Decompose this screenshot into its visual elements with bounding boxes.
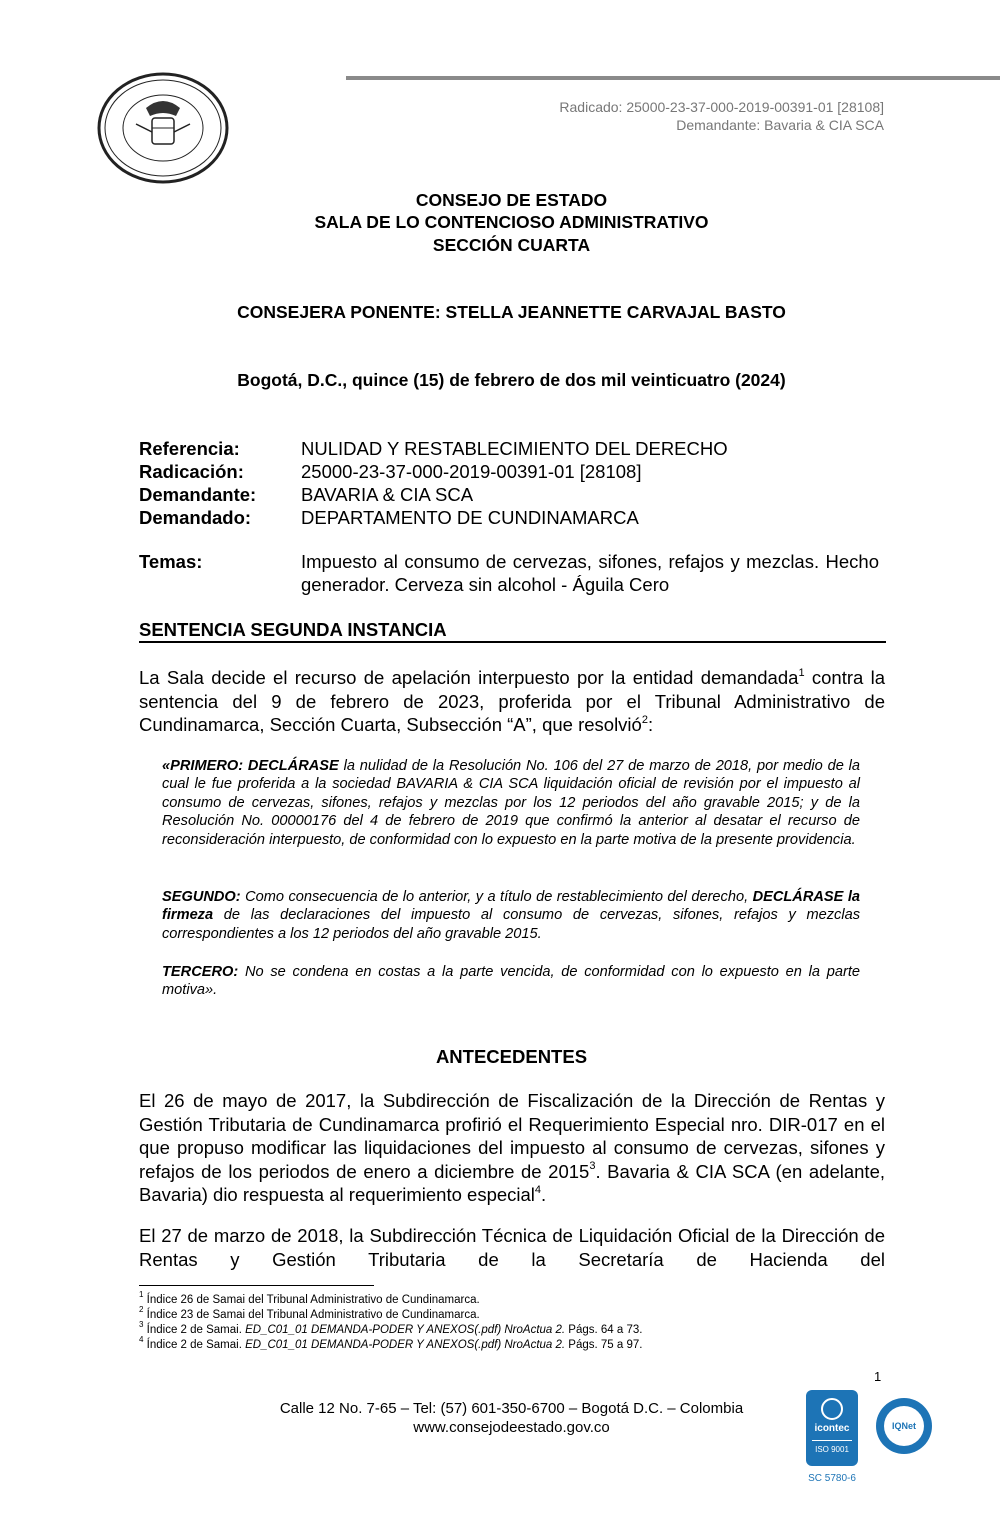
footnote-number: 4 — [139, 1335, 144, 1345]
footnote-text: Índice 26 de Samai del Tribunal Administrativo de Cundinamarca. — [143, 1294, 480, 1306]
sc-certificate: SC 5780-6 — [808, 1473, 856, 1484]
para-text: . — [541, 1184, 547, 1205]
footnote-number: 1 — [139, 1290, 144, 1300]
temas-key: Temas: — [139, 551, 203, 572]
quote-lead: «PRIMERO: DECLÁRASE — [162, 758, 339, 774]
antecedentes-heading: ANTECEDENTES — [435, 1046, 588, 1067]
intro-paragraph — [139, 666, 885, 737]
intro-text: : — [647, 714, 654, 735]
sentencia-heading — [139, 619, 886, 643]
ref-key: Demandante: — [139, 484, 257, 505]
sentencia-heading-text: SENTENCIA SEGUNDA INSTANCIA — [139, 619, 447, 640]
ref-key: Demandado: — [139, 507, 252, 528]
footnote-number: 2 — [139, 1305, 144, 1315]
intro-text: La Sala decide el recurso de apelación interpuesto por la entidad demandada — [139, 667, 799, 688]
footnote-ref[interactable]: 3 — [589, 1160, 596, 1173]
icontec-label: icontec — [814, 1423, 850, 1434]
para-text: El 26 de mayo de 2017, la Subdirección de Fiscalización de la Dirección de Rentas y Gestión Tributaria de Cundinamarca profirió el Requerimiento Especial nro. DIR-017 en el que propuso modificar las liquidaciones del impuesto al consumo de cervezas, sifones y refajos de los periodos de enero a diciembre de 2015 — [139, 1090, 885, 1182]
footnote-1 — [139, 1290, 480, 1308]
quote-text: la nulidad de la Resolución No. 106 del 27 de marzo de 2018, por medio de la cual le fue proferida a la sociedad BAVARIA & CIA SCA liquidación oficial de revisión por el impuesto al consumo de cervezas, sifones, refajos y mezclas por los 12 periodos del año gravable 2015; y de la Resolución No. 00000176 del 4 de febrero de 2019 que confirmó la anterior al desatar el recurso de reconsideración interpuesto, de conformidad con lo expuesto en la parte motiva de la presente providencia. — [162, 758, 861, 848]
icontec-icon — [821, 1398, 843, 1420]
ref-key: Radicación: — [139, 461, 244, 482]
quote-primero — [162, 757, 860, 849]
footnote-separator — [139, 1285, 374, 1286]
ref-value: NULIDAD Y RESTABLECIMIENTO DEL DERECHO — [301, 438, 728, 459]
header-rule — [346, 76, 1000, 80]
footnote-text: Índice 23 de Samai del Tribunal Administrativo de Cundinamarca. — [143, 1309, 480, 1321]
quote-text: de las declaraciones del impuesto al consumo de cervezas, sifones, refajos y mezclas correspondientes a los 12 periodos del año gravable 2015. — [162, 907, 860, 942]
quote-text: Como consecuencia de lo anterior, y a título de restablecimiento del derecho, — [240, 889, 753, 905]
footnote-number: 3 — [139, 1320, 144, 1330]
page-number: 1 — [874, 1369, 882, 1384]
footnote-ref[interactable]: 1 — [798, 666, 805, 679]
court-chamber: SALA DE LO CONTENCIOSO ADMINISTRATIVO — [314, 212, 709, 232]
quote-lead: TERCERO: — [162, 964, 239, 980]
consejo-de-estado-seal — [96, 72, 230, 184]
antecedentes-paragraph-2: El 27 de marzo de 2018, la Subdirección Técnica de Liquidación Oficial de la Dirección de Rentas y Gestión Tributaria de la Secretaría de Hacienda del — [139, 1225, 885, 1270]
footnote-2 — [139, 1305, 480, 1323]
court-name: CONSEJO DE ESTADO — [415, 190, 608, 210]
quote-segundo — [162, 888, 860, 943]
ponente: CONSEJERA PONENTE: STELLA JEANNETTE CARVAJAL BASTO — [237, 302, 786, 322]
footnote-4 — [139, 1335, 643, 1353]
footnote-ref[interactable]: 2 — [641, 713, 648, 726]
fecha: Bogotá, D.C., quince (15) de febrero de dos mil veinticuatro (2024) — [237, 370, 786, 390]
iqnet-logo — [876, 1398, 932, 1454]
header-demandante: Demandante: Bavaria & CIA SCA — [676, 117, 884, 133]
ref-value: BAVARIA & CIA SCA — [301, 484, 474, 505]
footnote-text: Índice 2 de Samai. — [143, 1324, 246, 1336]
footer-website[interactable]: www.consejodeestado.gov.co — [413, 1419, 610, 1436]
footnote-3 — [139, 1320, 643, 1338]
icontec-logo — [806, 1390, 858, 1466]
intro-text: contra la sentencia del 9 de febrero de 2023, proferida por el Tribunal Administrativo de Cundinamarca, Sección Cuarta, Subsección “A”, que resolvió — [139, 667, 885, 735]
para-text: . Bavaria & CIA SCA (en adelante, Bavaria) dio respuesta al requerimiento especial — [139, 1160, 885, 1205]
ref-value: 25000-23-37-000-2019-00391-01 [28108] — [301, 461, 642, 482]
footer-address: Calle 12 No. 7-65 – Tel: (57) 601-350-6700 – Bogotá D.C. – Colombia — [279, 1400, 744, 1417]
temas-value: Impuesto al consumo de cervezas, sifones, refajos y mezclas. Hecho generador. Cerveza sin alcohol - Águila Cero — [301, 551, 879, 595]
ref-value: DEPARTAMENTO DE CUNDINAMARCA — [301, 507, 639, 528]
quote-bold: DECLÁRASE la firmeza — [162, 889, 860, 924]
iqnet-label: IQNet — [884, 1406, 924, 1446]
footnote-text: Págs. 64 a 73. — [565, 1324, 643, 1336]
court-section: SECCIÓN CUARTA — [432, 235, 591, 255]
antecedentes-paragraph-1 — [139, 1089, 885, 1207]
header-radicado: Radicado: 25000-23-37-000-2019-00391-01 [28108] — [559, 99, 884, 115]
ref-key: Referencia: — [139, 438, 240, 459]
footnote-text: Págs. 75 a 97. — [565, 1339, 643, 1351]
quote-tercero — [162, 963, 860, 1000]
iso-label: ISO 9001 — [812, 1440, 852, 1454]
footnote-italic: ED_C01_01 DEMANDA-PODER Y ANEXOS(.pdf) NroActua 2. — [245, 1324, 566, 1336]
quote-lead: SEGUNDO: — [162, 889, 241, 905]
footnote-ref[interactable]: 4 — [534, 1183, 542, 1196]
footnote-text: Índice 2 de Samai. — [143, 1339, 246, 1351]
footnote-italic: ED_C01_01 DEMANDA-PODER Y ANEXOS(.pdf) NroActua 2. — [245, 1339, 566, 1351]
quote-text: No se condena en costas a la parte vencida, de conformidad con lo expuesto en la parte motiva». — [162, 964, 860, 999]
